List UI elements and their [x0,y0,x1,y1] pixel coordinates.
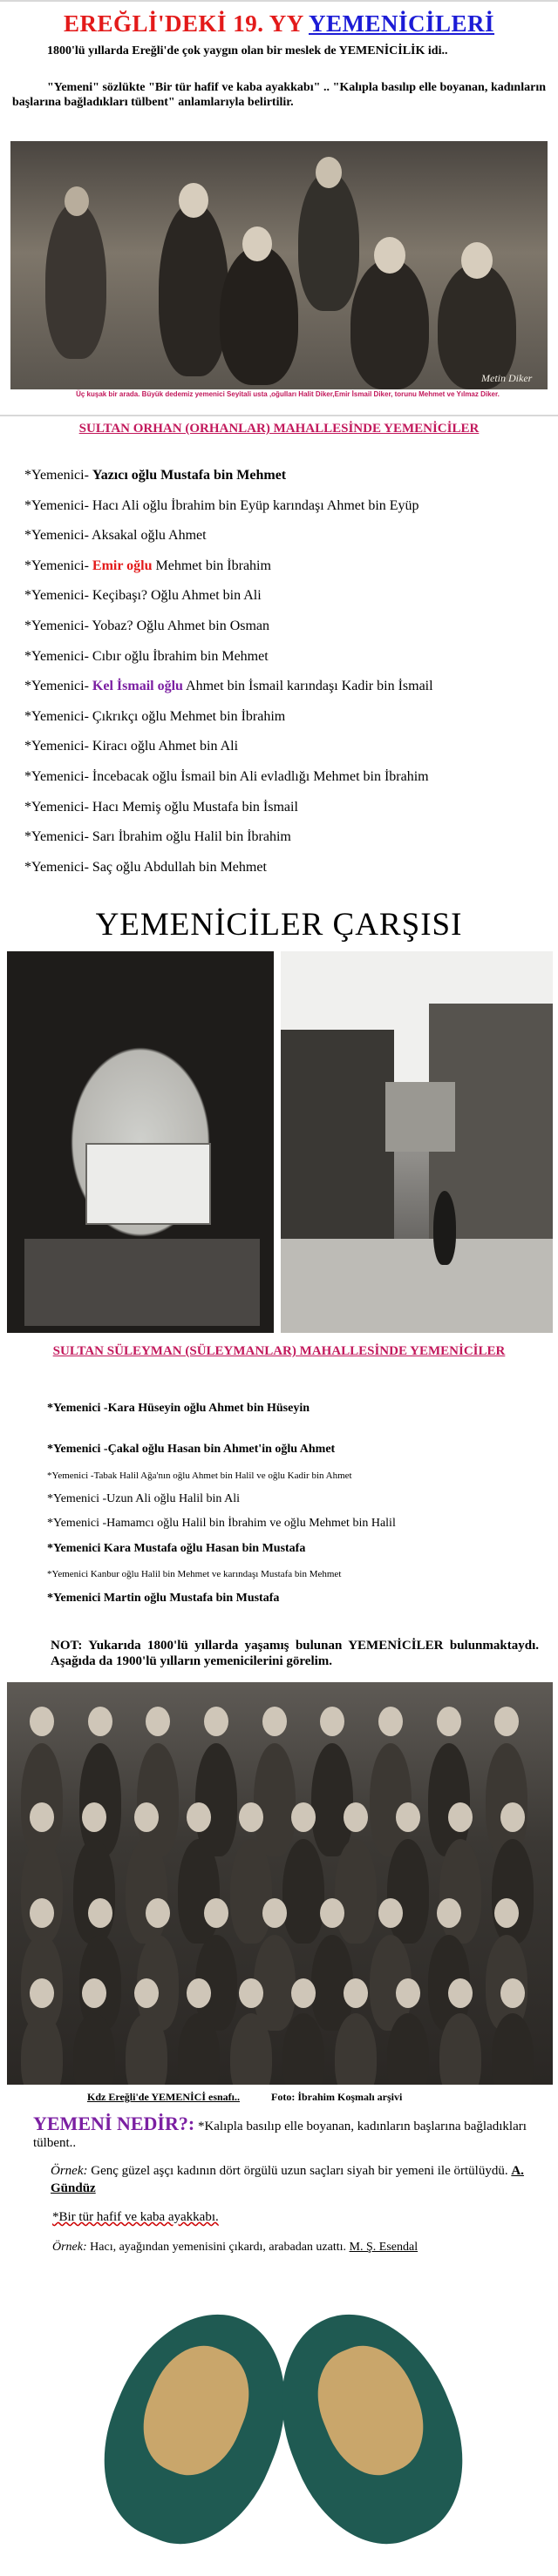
yemenici-entry: *Yemenici -Uzun Ali oğlu Halil bin Ali [47,1492,241,1505]
example-2 [52,2241,541,2255]
yemenici-entry: *Yemenici -Kara Hüseyin oğlu Ahmet bin Hüseyin [47,1402,310,1415]
yemenici-entry [24,467,286,484]
entry-name: Hacı Ali oğlu İbrahim bin Eyüp karındaşı Ahmet bin Eyüp [92,497,419,513]
entry-name: İncebacak oğlu İsmail bin Ali evladlığı Mehmet bin İbrahim [92,769,429,784]
yemenici-entry: *Yemenici Martin oğlu Mustafa bin Mustafa [47,1592,280,1605]
family-photo-caption: Üç kuşak bir arada. Büyük dedemiz yemenici Seyitali usta ,oğulları Halit Diker,Emir İsmail Diker, torunu Mehmet ve Yılmaz Diker. [76,390,500,398]
entry-name: Yobaz? Oğlu Ahmet bin Osman [92,619,270,633]
yemenici-entry [24,859,267,876]
entry-prefix: *Yemenici- [24,468,92,483]
yemenici-entry [24,587,262,605]
entry-prefix: *Yemenici- [24,558,92,573]
title-highlight: YEMENİCİLERİ [309,10,495,37]
group-photo-caption-right: Foto: İbrahim Koşmalı arşivi [271,2091,403,2103]
yemenici-entry [24,527,207,544]
example-1 [51,2162,539,2197]
entry-prefix: *Yemenici- [24,708,92,724]
entry-name: Mehmet bin İbrahim [152,558,271,573]
example-1-label: Örnek: [51,2164,88,2178]
entry-name: Sarı İbrahim oğlu Halil bin İbrahim [92,829,291,845]
entry-highlighted-name: Kel İsmail oğlu [92,679,183,694]
yemenici-entry [24,799,298,816]
example-2-text: Hacı, ayağından yemenisini çıkardı, arabadan uzattı. [86,2241,350,2254]
entry-name: Keçibaşı? Oğlu Ahmet bin Ali [92,588,262,604]
yemenici-entry [24,497,419,515]
yemenici-entry: *Yemenici Kanbur oğlu Halil bin Mehmet ve karındaşı Mustafa bin Mehmet [47,1569,342,1579]
example-2-label: Örnek: [52,2241,87,2254]
entry-prefix: *Yemenici- [24,648,92,664]
definition-2 [52,2210,219,2225]
yemenici-entry [24,558,271,575]
entry-prefix: *Yemenici- [24,829,92,845]
group-photo-caption-left: Kdz Ereğli'de YEMENİCİ esnafı.. [87,2091,241,2103]
definition-block [33,2115,539,2152]
bazaar-photo-left [7,951,274,1333]
title-text: EREĞLİ'DEKİ 19. YY [63,10,309,37]
entry-name: Çıkrıkçı oğlu Mehmet bin İbrahim [92,708,286,724]
entry-name: Hacı Memiş oğlu Mustafa bin İsmail [92,799,298,815]
section2-heading: SULTAN SÜLEYMAN (SÜLEYMANLAR) MAHALLESİNDE YEMENİCİLER [52,1344,506,1358]
yemenici-entry [24,768,429,786]
example-1-text: Genç güzel aşçı kadının dört örgülü uzun saçları siyah bir yemeni ile örtülüydü. [87,2164,512,2178]
entry-name: Saç oğlu Abdullah bin Mehmet [92,859,267,875]
yemenici-entry: *Yemenici -Çakal oğlu Hasan bin Ahmet'in oğlu Ahmet [47,1443,336,1456]
entry-highlighted-name: Emir oğlu [92,558,153,573]
page-title [0,10,558,37]
entry-prefix: *Yemenici- [24,528,92,544]
intro-paragraph-2: "Yemeni" sözlükte "Bir tür hafif ve kaba ayakkabı" .. "Kalıpla basılıp elle boyanan, kadınların başlarına bağladıkları tülbent" anlamlarıyla belirtilir. [12,81,546,109]
yemenici-entry [24,708,285,726]
definition-heading: YEMENİ NEDİR?: [33,2113,195,2134]
yemenici-entry: *Yemenici Kara Mustafa oğlu Hasan bin Mustafa [47,1542,306,1555]
craftsmen-group-photo [7,1682,553,2085]
entry-name: Kiracı oğlu Ahmet bin Ali [92,739,239,754]
yemenici-entry: *Yemenici -Tabak Halil Ağa'nın oğlu Ahmet bin Halil ve oğlu Kadir bin Ahmet [47,1471,352,1481]
example-1-author: A. Gündüz [51,2164,524,2195]
example-2-author: M. Ş. Esendal [349,2241,418,2254]
photo-watermark: Metin Diker [481,372,533,384]
entry-prefix: *Yemenici- [24,799,92,815]
yemeni-shoes-image [87,2275,480,2567]
intro-paragraph-1: 1800'lü yıllarda Ereğli'de çok yaygın olan bir meslek de YEMENİCİLİK idi.. [47,44,448,57]
yemenici-entry [24,648,269,666]
bazaar-photo-right [281,951,553,1333]
section1-heading: SULTAN ORHAN (ORHANLAR) MAHALLESİNDE YEMENİCİLER [78,422,480,436]
yemenici-entry [24,678,433,695]
yemenici-entry [24,618,269,635]
entry-name: Ahmet bin İsmail karındaşı Kadir bin İsmail [182,679,433,694]
bazaar-heading: YEMENİCİLER ÇARŞISI [95,907,463,943]
entry-prefix: *Yemenici- [24,739,92,754]
group-photo-caption [87,2091,402,2104]
entry-prefix: *Yemenici- [24,769,92,784]
section-divider [0,415,558,416]
entry-name: Aksakal oğlu Ahmet [92,528,207,544]
entry-name: Yazıcı oğlu Mustafa bin Mehmet [92,468,287,483]
top-divider [0,0,558,2]
entry-prefix: *Yemenici- [24,588,92,604]
entry-prefix: *Yemenici- [24,859,92,875]
entry-name: Cıbır oğlu İbrahim bin Mehmet [92,648,269,664]
yemenici-entry [24,738,238,755]
family-photo [10,141,548,389]
definition-1: *Kalıpla basılıp elle boyanan, kadınların başlarına bağladıkları tülbent.. [33,2120,527,2150]
note-paragraph: NOT: Yukarıda 1800'lü yıllarda yaşamış bulunan YEMENİCİLER bulunmaktaydı. Aşağıda da 1900'lü yılların yemenicilerini görelim. [51,1639,539,1668]
entry-prefix: *Yemenici- [24,497,92,513]
entry-prefix: *Yemenici- [24,619,92,633]
yemenici-entry: *Yemenici -Hamamcı oğlu Halil bin İbrahim ve oğlu Mehmet bin Halil [47,1517,396,1530]
entry-prefix: *Yemenici- [24,679,92,694]
definition-2-text: *Bir tür hafif ve kaba ayakkabı. [52,2210,219,2224]
yemenici-entry [24,828,291,846]
